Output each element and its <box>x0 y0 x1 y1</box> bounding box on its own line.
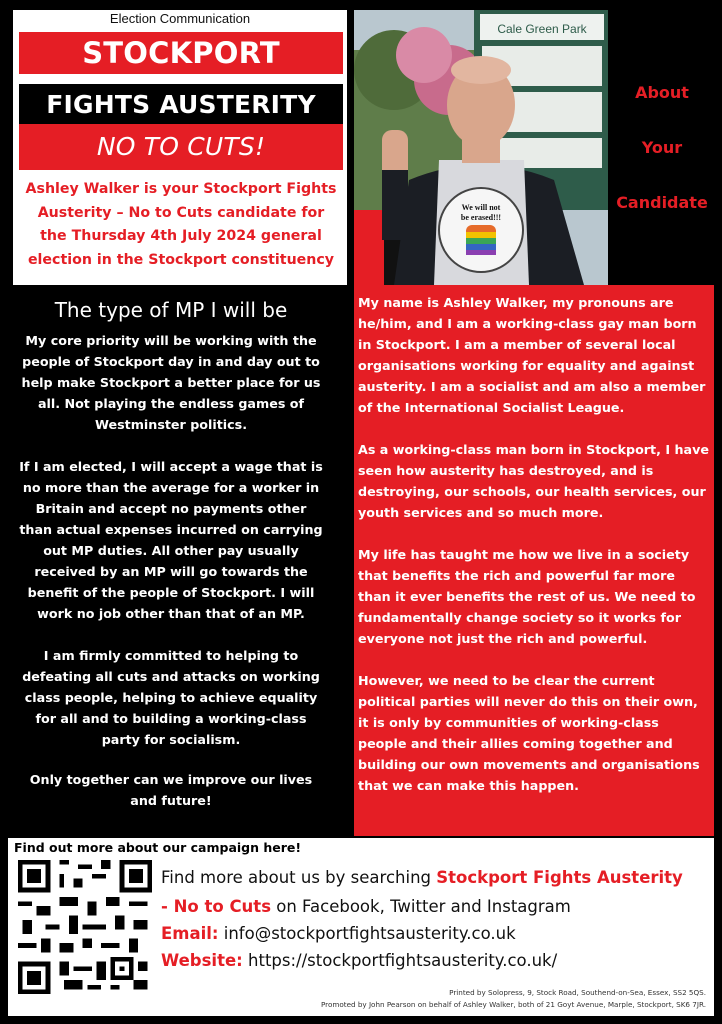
printed-by: Printed by Solopress, 9, Stock Road, Southend-on-Sea, Essex, SS2 5QS. <box>449 988 706 997</box>
masthead-panel <box>13 10 347 285</box>
website-line: Website: https://stockportfightsausterity.co.uk/ <box>161 951 558 970</box>
banner-no-to-cuts: NO TO CUTS! <box>19 124 343 170</box>
contact-panel <box>8 838 714 1016</box>
label-candidate: Candidate <box>616 193 708 212</box>
campaign-name: Stockport Fights Austerity <box>436 868 683 887</box>
website-link[interactable]: https://stockportfightsausterity.co.uk/ <box>248 951 558 970</box>
left-paragraph: My core priority will be working with the people of Stockport day in and day out to help make Stockport a better place for us all. Not playing the endless games of Westminster politics. <box>21 333 321 432</box>
promoted-by: Promoted by John Pearson on behalf of Ashley Walker, both of 21 Goyt Avenue, Marple, Stockport, SK6 7JR. <box>320 1000 706 1009</box>
svg-text:be erased!!!: be erased!!! <box>460 213 502 222</box>
banner-stockport: STOCKPORT <box>19 32 343 74</box>
email-line: Email: info@stockportfightsausterity.co.uk <box>161 924 516 943</box>
email-link[interactable]: info@stockportfightsausterity.co.uk <box>223 924 516 943</box>
candidate-photo-illustration <box>354 10 608 285</box>
left-paragraph: If I am elected, I will accept a wage that is no more than the average for a worker in Britain and accept no payments other than actual expenses incurred on carrying out MP duties. All other pay usually received by an MP will go towards the benefit of the people of Stockport. I will work no job other than that of an MP. <box>19 459 323 621</box>
bio-paragraph: As a working-class man born in Stockport, I have seen how austerity has destroyed, and is destroying, our schools, our health services, our youth services and so much more. <box>358 442 709 520</box>
svg-text:We will not: We will not <box>461 203 501 212</box>
mp-commitments-column <box>13 290 329 836</box>
mp-heading: The type of MP I will be <box>54 298 288 322</box>
sign-title: Cale Green Park <box>497 22 587 36</box>
qr-code-icon[interactable] <box>18 860 152 994</box>
label-your: Your <box>641 138 683 157</box>
intro-text: Ashley Walker is your Stockport Fights Austerity – No to Cuts candidate for the Thursday 4th July 2024 general election in the Stockport constituency <box>25 181 337 268</box>
left-paragraph: Only together can we improve our lives and future! <box>29 772 313 808</box>
raised-fist-icon <box>466 225 496 255</box>
bio-paragraph: My life has taught me how we live in a society that benefits the rich and powerful far more than it ever benefits the rest of us. We need to fundamentally change society so it works for everyone not just the rich and powerful. <box>358 547 696 646</box>
label-about: About <box>635 83 689 102</box>
banner-fights-austerity: FIGHTS AUSTERITY <box>19 84 343 126</box>
left-paragraph: I am firmly committed to helping to defeating all cuts and attacks on working class people, helping to achieve equality for all and to building a working-class party for socialism. <box>22 648 320 747</box>
election-label: Election Communication <box>109 11 251 26</box>
find-out-heading: Find out more about our campaign here! <box>14 840 302 855</box>
bio-paragraph: My name is Ashley Walker, my pronouns are he/him, and I am a working-class gay man born in Stockport. I am a member of several local organisations working for equality and against austerity. I am a socialist and am also a member of the International Socialist League. <box>358 295 706 415</box>
candidate-photo <box>354 10 608 285</box>
candidate-bio-column <box>354 285 714 836</box>
search-line-1: Find more about us by searching Stockport Fights Austerity <box>161 868 683 887</box>
search-line-2: - No to Cuts on Facebook, Twitter and Instagram <box>161 897 571 916</box>
bio-paragraph: However, we need to be clear the current political parties will never do this on their own, it is only by communities of working-class people and their allies coming together and building our own movements and organisations that we can make this happen. <box>358 673 700 793</box>
about-label-column <box>608 10 716 285</box>
